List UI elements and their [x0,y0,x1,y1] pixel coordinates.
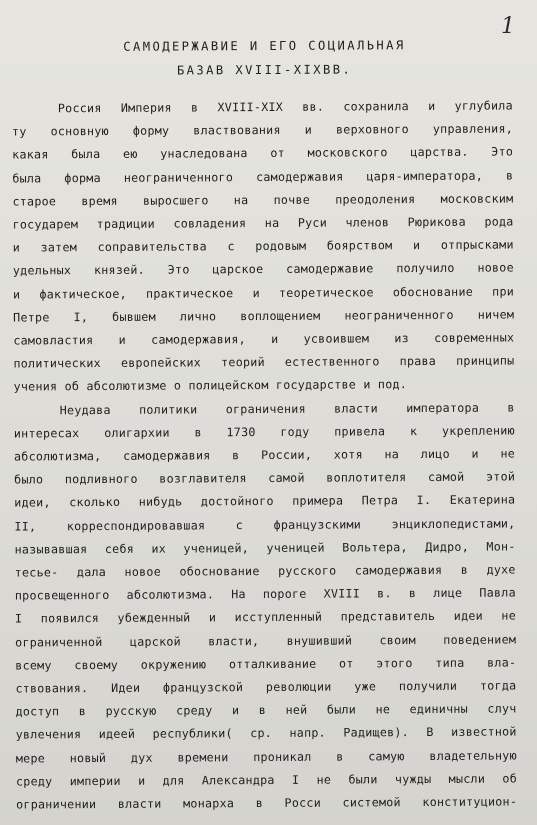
text-line: Неудава политики ограничения власти императора в [59,400,515,417]
text-line: и затем соправительства с родовым боярством и отпрысками [12,237,514,255]
text-line: просвещенного абсолютизма. На пороге XVIII в. в лице Павла [14,585,516,603]
text-line: абсолютизма, самодержавия в России, хотя на лицо и не [13,446,516,464]
text-line: ограниченной царской власти, внушивший своим поведением [15,632,517,650]
text-line: ствования. Идеи французской революции уже получили тогда [15,678,517,696]
text-line: мере новый дух времени проникал в самую владетельную [15,748,517,766]
text-line: интересах олигархии в 1730 году привела к укреплению [13,423,515,441]
text-line: II, корреспондировавшая с французскими энциклопедистами, [14,516,516,534]
text-line: среду империи и для Александра I не были чужды мысли об [15,771,518,789]
text-line: была форма неограниченного самодержавия царя-императора, в [12,168,514,186]
text-line: Россия Империя в XVIII-XIX вв. сохранила и углубила [57,98,513,116]
text-line: самовластия и самодержавия, и усвоившем из современных [13,330,515,348]
text-line: называвшая себя их ученицей, ученицей Вольтера, Дидро, Мон- [14,539,516,557]
text-line: ту основную форму властвования и верховного управления, [11,121,514,139]
text-line: политических европейских теорий естественного права принципы [13,353,515,371]
page-number: 1 [501,14,515,39]
document-title [14,33,515,84]
text-line: тесье- дала новое обоснование русского самодержавия в духе [14,562,516,580]
text-line: какая была ею унаследована от московского царства. Это [12,144,514,162]
text-line: увлечения идеей республики( ср. напр. Радищев). В известной [15,724,517,743]
text-line: и фактическое, практическое и теоретическое обоснование при [12,284,515,302]
text-line: всему своему окружению отталкивание от этого типа вла- [15,655,517,673]
text-line: государем традиции совладения на Руси членов Рюрикова рода [12,214,514,232]
text-line: Петре I, бывшем лично воплощением неограниченного ничем [13,307,515,325]
text-line: идеи, сколько нибудь достойного примера Петра I. Екатерина [14,492,516,510]
title-line: САМОДЕРЖАВИЕ И ЕГО СОЦИАЛЬНАЯ [123,38,406,54]
text-line: I появился убежденный и исступленный представитель идеи не [14,608,517,626]
document-body [12,94,517,816]
title-line: БАЗАВ XVIII-XIXВВ. [176,62,353,78]
paragraph [14,396,518,817]
text-line: доступ в русскую среду и в ней были не единичны случ [15,701,517,719]
text-line: учения об абсолютизме о полицейском государстве и под. [13,377,408,394]
text-line: ограничении власти монарха в Росси системой конституцион- [16,794,518,812]
text-line: было подливного возглавителя самой воплотителя самой этой [14,469,516,487]
text-line: удельных князей. Это царское самодержавие получило новое [12,260,514,278]
paragraph [12,94,515,399]
text-line: старое время выросшего на почве преодоления московским [12,191,514,209]
